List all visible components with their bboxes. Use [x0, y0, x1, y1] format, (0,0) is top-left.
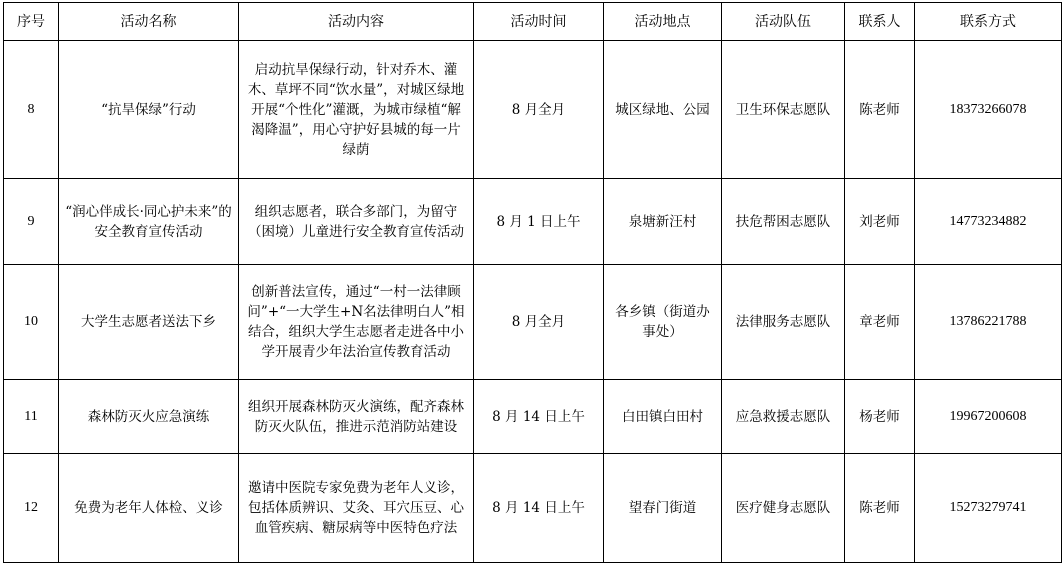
row-content: 组织开展森林防灭火演练，配齐森林防灭火队伍，推进示范消防站建设 [239, 380, 474, 454]
header-contact: 联系人 [845, 3, 915, 41]
table-row [4, 265, 1062, 380]
row-phone: 14773234882 [915, 179, 1062, 265]
row-team: 医疗健身志愿队 [722, 454, 845, 563]
row-place: 望春门街道 [604, 454, 722, 563]
row-contact: 章老师 [845, 265, 915, 380]
row-time: 8 月全月 [474, 41, 604, 179]
row-no: 8 [4, 41, 59, 179]
row-team: 扶危帮困志愿队 [722, 179, 845, 265]
row-name: 免费为老年人体检、义诊 [59, 454, 239, 563]
row-name: “润心伴成长·同心护未来”的安全教育宣传活动 [59, 179, 239, 265]
row-team: 应急救援志愿队 [722, 380, 845, 454]
header-no: 序号 [4, 3, 59, 41]
header-team: 活动队伍 [722, 3, 845, 41]
row-phone: 13786221788 [915, 265, 1062, 380]
row-phone: 18373266078 [915, 41, 1062, 179]
row-content: 创新普法宣传，通过“一村一法律顾问”+“一大学生+N名法律明白人”相结合，组织大学生志愿者走进各中小学开展青少年法治宣传教育活动 [239, 265, 474, 380]
row-name: 大学生志愿者送法下乡 [59, 265, 239, 380]
row-time: 8 月 14 日上午 [474, 454, 604, 563]
row-contact: 杨老师 [845, 380, 915, 454]
row-name: “抗旱保绿”行动 [59, 41, 239, 179]
header-time: 活动时间 [474, 3, 604, 41]
row-phone: 15273279741 [915, 454, 1062, 563]
row-time: 8 月 14 日上午 [474, 380, 604, 454]
row-no: 12 [4, 454, 59, 563]
activity-table [3, 2, 1062, 563]
row-team: 法律服务志愿队 [722, 265, 845, 380]
row-contact: 陈老师 [845, 454, 915, 563]
table-row [4, 380, 1062, 454]
header-row [4, 3, 1062, 41]
row-place: 城区绿地、公园 [604, 41, 722, 179]
row-name: 森林防灭火应急演练 [59, 380, 239, 454]
table-row [4, 41, 1062, 179]
row-contact: 刘老师 [845, 179, 915, 265]
row-content: 启动抗旱保绿行动，针对乔木、灌木、草坪不同“饮水量”，对城区绿地开展“个性化”灌溉，为城市绿植“解渴降温”，用心守护好县城的每一片绿荫 [239, 41, 474, 179]
row-no: 10 [4, 265, 59, 380]
row-contact: 陈老师 [845, 41, 915, 179]
row-time: 8 月 1 日上午 [474, 179, 604, 265]
row-place: 各乡镇（街道办事处） [604, 265, 722, 380]
row-content: 邀请中医院专家免费为老年人义诊，包括体质辨识、艾灸、耳穴压豆、心血管疾病、糖尿病等中医特色疗法 [239, 454, 474, 563]
row-place: 泉塘新汪村 [604, 179, 722, 265]
header-name: 活动名称 [59, 3, 239, 41]
row-no: 9 [4, 179, 59, 265]
row-time: 8 月全月 [474, 265, 604, 380]
header-content: 活动内容 [239, 3, 474, 41]
row-no: 11 [4, 380, 59, 454]
row-team: 卫生环保志愿队 [722, 41, 845, 179]
row-place: 白田镇白田村 [604, 380, 722, 454]
table-row [4, 179, 1062, 265]
row-phone: 19967200608 [915, 380, 1062, 454]
table-row [4, 454, 1062, 563]
header-phone: 联系方式 [915, 3, 1062, 41]
header-place: 活动地点 [604, 3, 722, 41]
row-content: 组织志愿者，联合多部门，为留守（困境）儿童进行安全教育宣传活动 [239, 179, 474, 265]
